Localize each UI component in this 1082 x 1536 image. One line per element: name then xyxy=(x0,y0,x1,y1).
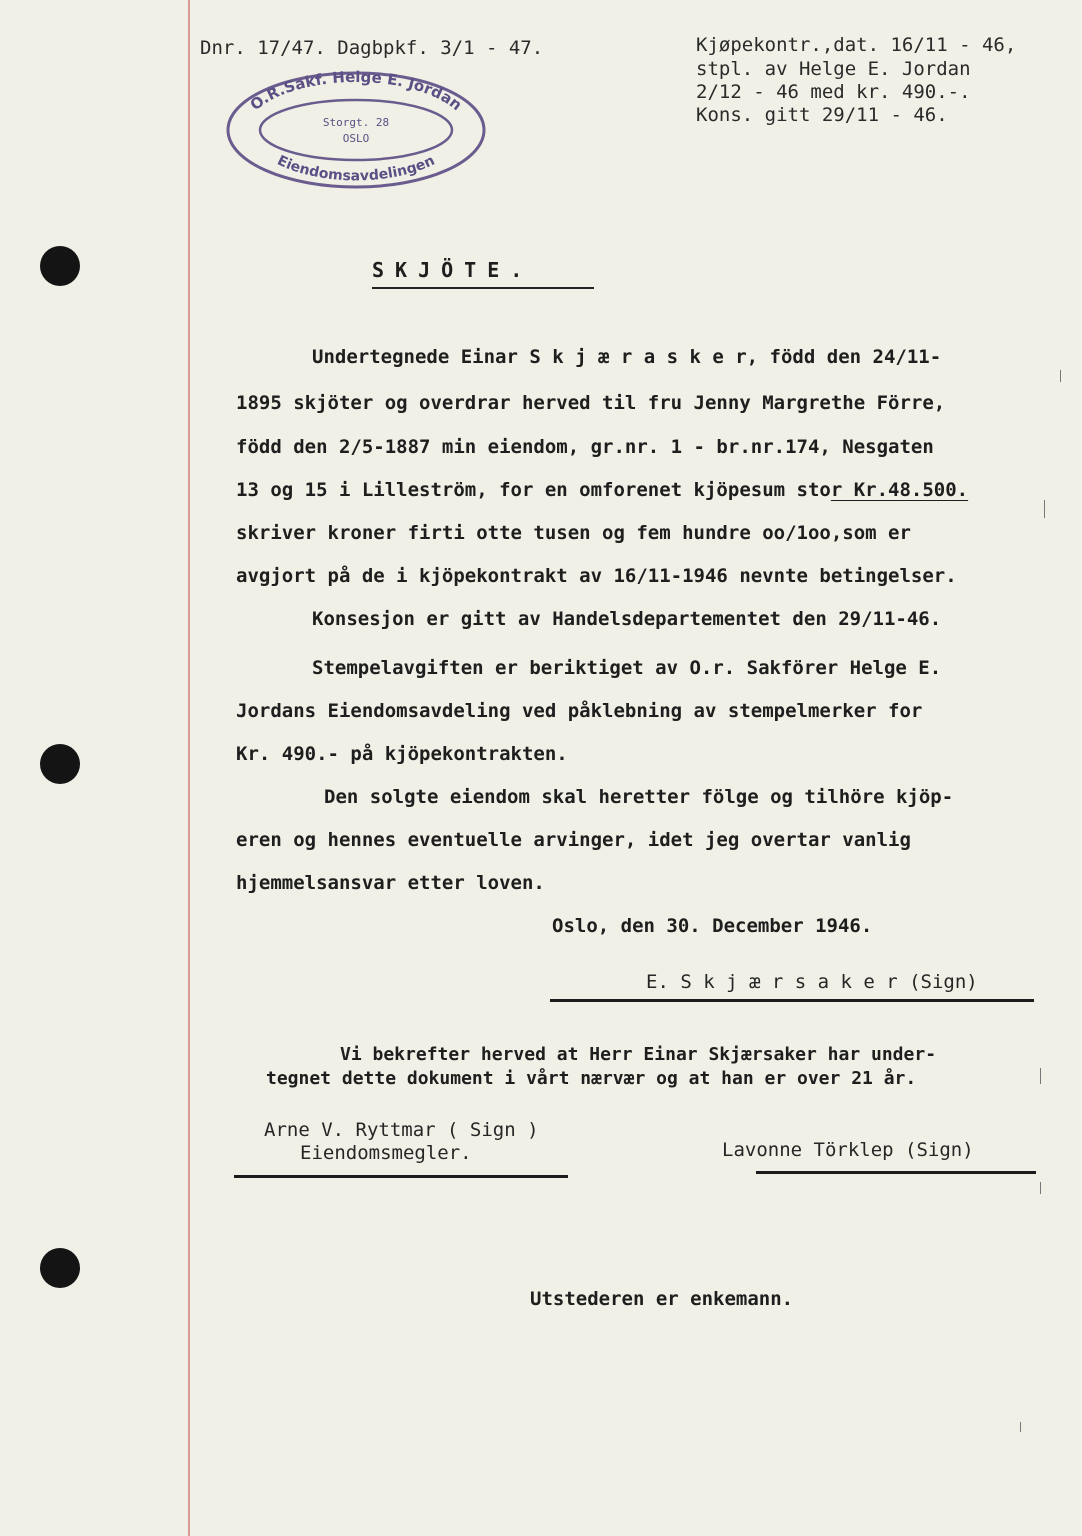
body-line xyxy=(236,477,968,503)
header-right-line: stpl. av Helge E. Jordan xyxy=(696,58,971,80)
body-line: hjemmelsansvar etter loven. xyxy=(236,872,545,894)
margin-mark xyxy=(1044,500,1045,518)
footer-note: Utstederen er enkemann. xyxy=(530,1288,794,1310)
body-line: eren og hennes eventuelle arvinger, idet jeg overtar vanlig xyxy=(236,829,911,851)
stamp-city: OSLO xyxy=(342,132,370,145)
title-underline xyxy=(372,287,594,289)
stamp-arc-bottom: Eiendomsavdelingen xyxy=(274,152,438,185)
witness-left-name: Arne V. Ryttmar ( Sign ) xyxy=(264,1119,539,1141)
header-left: Dnr. 17/47. Dagbpkf. 3/1 - 47. xyxy=(200,37,544,59)
header-right-line: Kons. gitt 29/11 - 46. xyxy=(696,104,948,126)
body-line: Kr. 490.- på kjöpekontrakten. xyxy=(236,743,568,765)
margin-mark xyxy=(1040,1182,1041,1194)
header-right-line: Kjøpekontr.,dat. 16/11 - 46, xyxy=(696,34,1017,56)
body-line: Den solgte eiendom skal heretter fölge og tilhöre kjöp- xyxy=(324,786,954,808)
body-line: Jordans Eiendomsavdeling ved påklebning av stempelmerker for xyxy=(236,700,923,722)
margin-line xyxy=(188,0,190,1536)
purchase-price: r Kr.48.500. xyxy=(830,479,969,501)
body-text: 13 og 15 i Lilleström, for en omforenet kjöpesum sto xyxy=(236,479,831,501)
witness-statement: Vi bekrefter herved at Herr Einar Skjærsaker har under- xyxy=(340,1044,937,1065)
header-right-line: 2/12 - 46 med kr. 490.-. xyxy=(696,81,971,103)
witness-statement: tegnet dette dokument i vårt nærvær og at han er over 21 år. xyxy=(266,1068,917,1089)
margin-mark xyxy=(1060,370,1061,382)
punch-hole xyxy=(40,1248,80,1288)
body-line: Konsesjon er gitt av Handelsdepartementet den 29/11-46. xyxy=(312,608,942,630)
margin-mark xyxy=(1020,1422,1021,1432)
signature-rule xyxy=(550,999,1034,1002)
witness-rule-right xyxy=(756,1171,1036,1174)
witness-right-name: Lavonne Törklep (Sign) xyxy=(722,1139,974,1161)
issuer-signature: E. S k j æ r s a k e r (Sign) xyxy=(646,971,978,993)
margin-mark xyxy=(1040,1068,1041,1084)
body-line: Stempelavgiften er beriktiget av O.r. Sakförer Helge E. xyxy=(312,657,942,679)
document-title: SKJÖTE. xyxy=(372,258,534,282)
punch-hole xyxy=(40,744,80,784)
place-date: Oslo, den 30. December 1946. xyxy=(552,915,873,937)
witness-left-title: Eiendomsmegler. xyxy=(300,1142,472,1164)
body-line: avgjort på de i kjöpekontrakt av 16/11-1946 nevnte betingelser. xyxy=(236,565,957,587)
witness-rule-left xyxy=(234,1175,568,1178)
body-line: 1895 skjöter og overdrar herved til fru Jenny Margrethe Förre, xyxy=(236,392,946,414)
body-line: född den 2/5-1887 min eiendom, gr.nr. 1 - br.nr.174, Nesgaten xyxy=(236,436,934,458)
body-line: skriver kroner firti otte tusen og fem hundre oo/1oo,som er xyxy=(236,522,911,544)
office-stamp xyxy=(222,68,488,192)
stamp-arc-top: O.R.Sakf. Helge E. Jordan xyxy=(246,68,466,115)
body-line: Undertegnede Einar S k j æ r a s k e r, född den 24/11- xyxy=(312,346,942,368)
stamp-address: Storgt. 28 xyxy=(322,116,390,129)
punch-hole xyxy=(40,246,80,286)
